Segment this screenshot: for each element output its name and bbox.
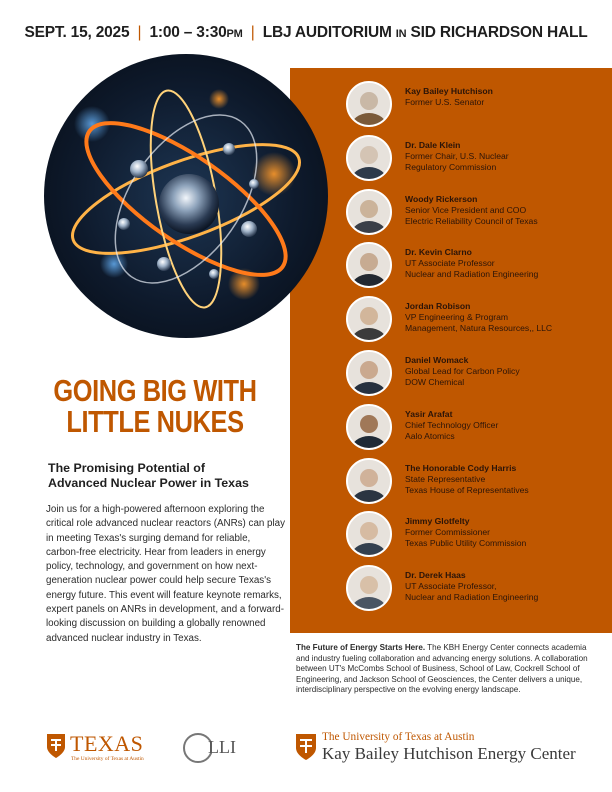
speaker-role: VP Engineering & Program (405, 312, 509, 323)
speaker-item (346, 350, 612, 400)
speaker-name: Dr. Derek Haas (405, 570, 466, 581)
speaker-photo (346, 404, 392, 450)
event-time: 1:00 – 3:30 (149, 24, 227, 41)
speaker-photo (346, 135, 392, 181)
speaker-role: Former U.S. Senator (405, 97, 485, 107)
event-title-line1: GOING BIG WITH (53, 373, 257, 408)
ut-texas-logo (46, 731, 162, 767)
speaker-photo (346, 350, 392, 396)
speaker-photo (346, 458, 392, 504)
speaker-panel (290, 68, 612, 633)
speaker-name: Dr. Dale Klein (405, 139, 461, 150)
event-venue-a: LBJ AUDITORIUM (262, 24, 392, 41)
speaker-item (346, 189, 612, 239)
speaker-name: Jordan Robison (405, 301, 471, 312)
speaker-photo (346, 296, 392, 342)
speaker-info (405, 140, 610, 173)
event-venue-b: SID RICHARDSON HALL (410, 24, 588, 41)
kbh-energy-center-logo (295, 731, 600, 767)
speaker-name: Daniel Womack (405, 355, 469, 365)
speaker-role: Texas Public Utility Commission (405, 538, 527, 549)
speaker-photo (346, 242, 392, 288)
event-venue-in: IN (395, 28, 407, 40)
speaker-item (346, 81, 612, 131)
ut-shield-icon (295, 733, 317, 761)
texas-sub: The University of Texas at Austin (71, 756, 144, 762)
speaker-role: Global Lead for Carbon Policy (405, 366, 520, 376)
speaker-info (405, 301, 610, 334)
kbh-center-lead: The Future of Energy Starts Here. (296, 643, 426, 652)
speaker-info (405, 463, 610, 496)
texas-wordmark: TEXAS (70, 731, 144, 756)
event-title (53, 375, 258, 437)
speaker-name: Kay Bailey Hutchison (405, 86, 493, 96)
intro-paragraph: Join us for a high-powered afternoon exploring the critical role advanced nuclear reactors (ANRs) can play in meeting Texas's surging demand for reliable, carbon-free electricity. Hear from leaders in energy policy, technology, and government on how next-generation nuclear power could help secure Texas's energy future. This event will feature keynote remarks, expert panels on ANRs in development, and a forward-looking discussion on building a globally renowned advanced nuclear industry in Texas. (46, 504, 286, 644)
speaker-role: Texas House of Representatives (405, 484, 529, 495)
speaker-item (346, 242, 612, 292)
atom-hero-image (44, 54, 328, 338)
speaker-role: Senior Vice President and COO (405, 204, 527, 215)
speaker-info (405, 409, 610, 442)
olli-text: LLI (208, 737, 236, 757)
speaker-name: Jimmy Glotfelty (405, 516, 470, 527)
speaker-role: Aalo Atomics (405, 430, 455, 441)
speaker-role: State Representative (405, 473, 486, 484)
speaker-role: UT Associate Professor (405, 258, 495, 269)
speaker-role: Regulatory Commission (405, 161, 497, 172)
speaker-name: The Honorable Cody Harris (405, 462, 517, 473)
speaker-role: Former Chair, U.S. Nuclear (405, 150, 509, 161)
speaker-photo (346, 81, 392, 127)
speaker-name: Yasir Arafat (405, 408, 453, 419)
separator: | (250, 24, 255, 41)
olli-logo (182, 731, 252, 765)
speaker-info (405, 570, 610, 603)
speaker-info (405, 194, 610, 227)
speaker-role: Chief Technology Officer (405, 419, 499, 430)
speaker-item (346, 565, 612, 615)
speaker-name: Woody Rickerson (405, 193, 478, 204)
speaker-role: Management, Natura Resources,, LLC (405, 323, 553, 334)
speaker-item (346, 404, 612, 454)
speaker-info (405, 355, 610, 388)
speaker-photo (346, 565, 392, 611)
ut-shield-icon (46, 733, 66, 759)
speaker-info (405, 247, 610, 280)
kbh-center-text: The KBH Energy Center connects academia and industry fueling collaboration and advancing energy solutions. A collaboration between UT's McCombs School of Business, School of Law, Cockrell School of Engineering, and Jackson School of Geosciences, the Center delivers a unique, interdisciplinary perspective on the evolving energy landscape. (296, 643, 588, 695)
speaker-item (346, 458, 612, 508)
kbh-center-description (296, 643, 596, 696)
speaker-item (346, 511, 612, 561)
speaker-photo (346, 511, 392, 557)
speaker-role: Nuclear and Radiation Engineering (405, 592, 539, 603)
speaker-name: Dr. Kevin Clarno (405, 247, 472, 258)
speaker-item (346, 135, 612, 185)
speaker-info (405, 86, 610, 108)
speaker-item (346, 296, 612, 346)
speaker-role: Nuclear and Radiation Engineering (405, 269, 539, 280)
speaker-role: UT Associate Professor, (405, 581, 497, 592)
event-title-line2: LITTLE NUKES (66, 404, 244, 439)
speaker-info (405, 516, 610, 549)
event-subtitle (48, 461, 288, 490)
speaker-role: Former Commissioner (405, 527, 490, 538)
kbh-logo-line2: Kay Bailey Hutchison Energy Center (322, 744, 576, 763)
speaker-photo (346, 189, 392, 235)
speaker-role: Electric Reliability Council of Texas (405, 215, 538, 226)
event-date: SEPT. 15, 2025 (24, 24, 130, 41)
speaker-role: DOW Chemical (405, 377, 465, 387)
separator: | (137, 24, 142, 41)
event-subtitle-line2: Advanced Nuclear Power in Texas (48, 475, 249, 490)
event-header (0, 24, 612, 42)
event-subtitle-line1: The Promising Potential of (48, 461, 205, 475)
event-time-pm: PM (226, 28, 243, 40)
kbh-logo-line1: The University of Texas at Austin (322, 731, 475, 743)
